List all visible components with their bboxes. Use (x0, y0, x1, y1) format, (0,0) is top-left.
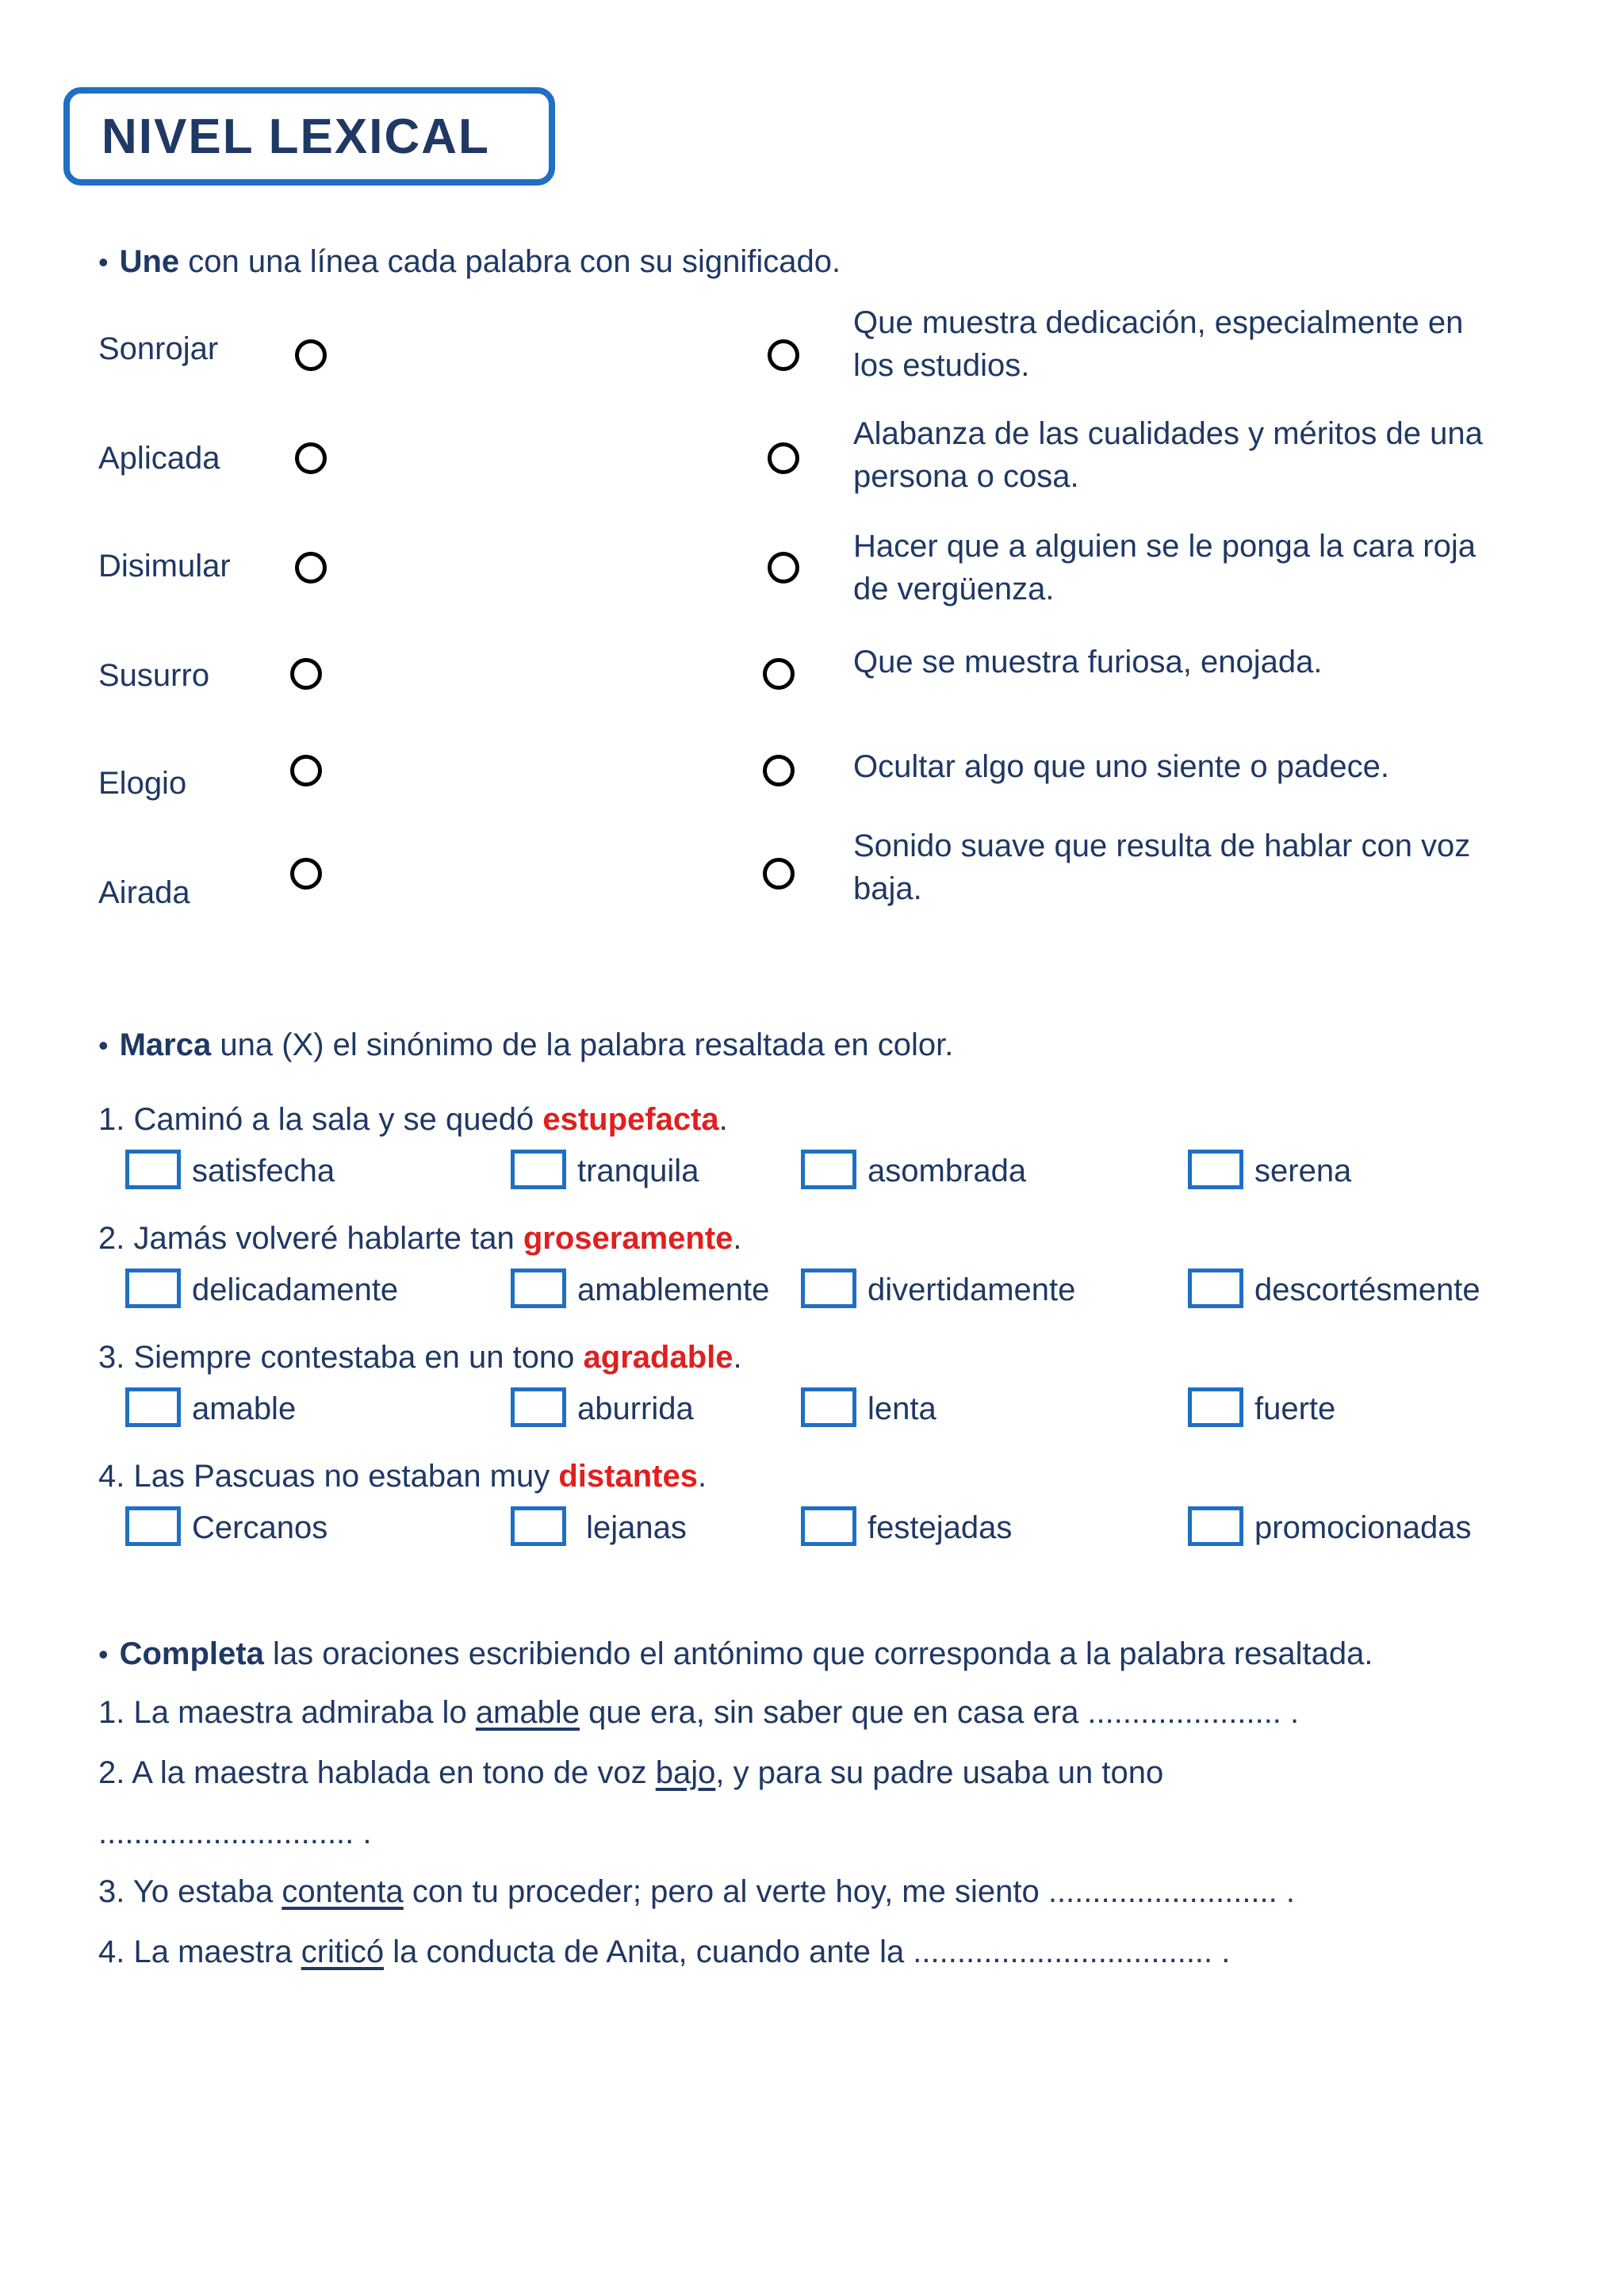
definition: Hacer que a alguien se le ponga la cara roja de vergüenza. (853, 529, 1476, 607)
bullet: • (98, 246, 109, 278)
option[interactable] (511, 1506, 687, 1546)
checkbox[interactable] (801, 1506, 856, 1546)
definition: Que muestra dedicación, especialmente en los estudios. (853, 305, 1464, 383)
option[interactable] (125, 1387, 296, 1427)
option[interactable] (125, 1506, 327, 1546)
sentence-text: 3. Yo estaba (98, 1874, 282, 1909)
sentence-text: 3. Siempre contestaba en un tono (98, 1340, 584, 1375)
sentence-text: . (718, 1102, 728, 1137)
option-label: lejanas (577, 1510, 687, 1545)
right-match-circle[interactable] (768, 339, 799, 371)
option-label: aburrida (577, 1391, 694, 1426)
left-match-circle[interactable] (290, 858, 322, 890)
instruction-keyword: Une (119, 244, 180, 279)
right-match-circle[interactable] (763, 755, 795, 786)
option-label: fuerte (1254, 1391, 1336, 1426)
sentence-text: ............................. . (98, 1816, 372, 1850)
option[interactable] (801, 1387, 936, 1427)
option[interactable] (1188, 1269, 1480, 1308)
definition: Ocultar algo que uno siente o padece. (853, 749, 1390, 784)
underlined-word: bajo (655, 1755, 716, 1790)
sentence-text: la conducta de Anita, cuando ante la .................................. . (384, 1934, 1231, 1969)
instruction-keyword: Completa (119, 1636, 264, 1671)
definition: Alabanza de las cualidades y méritos de una persona o cosa. (853, 416, 1483, 494)
match-word: Aplicada (98, 441, 220, 476)
right-match-circle[interactable] (763, 658, 795, 690)
checkbox[interactable] (1188, 1269, 1243, 1308)
option[interactable] (1188, 1387, 1335, 1427)
antonym-sentence[interactable] (98, 1874, 1295, 1910)
option-label: Cercanos (192, 1510, 328, 1545)
checkbox[interactable] (1188, 1387, 1243, 1427)
option[interactable] (511, 1150, 699, 1189)
highlighted-word: distantes (558, 1459, 698, 1494)
option-label: lenta (868, 1391, 936, 1426)
sentence-text: 1. La maestra admiraba lo (98, 1695, 476, 1730)
sentence-text: 4. La maestra (98, 1934, 301, 1969)
antonym-sentence[interactable] (98, 1755, 1163, 1791)
left-match-circle[interactable] (290, 658, 322, 690)
instruction-text: las oraciones escribiendo el antónimo que corresponda a la palabra resaltada. (263, 1636, 1373, 1671)
instruction-complete (98, 1636, 1373, 1672)
synonym-question (98, 1221, 742, 1257)
checkbox[interactable] (511, 1387, 566, 1427)
definition: Sonido suave que resulta de hablar con voz baja. (853, 828, 1471, 906)
underlined-word: amable (475, 1695, 580, 1730)
checkbox[interactable] (801, 1387, 856, 1427)
instruction-text: una (X) el sinónimo de la palabra resaltada en color. (211, 1027, 954, 1062)
checkbox[interactable] (125, 1387, 181, 1427)
left-match-circle[interactable] (295, 339, 327, 371)
synonym-question (98, 1102, 728, 1138)
sentence-text: 2. A la maestra hablada en tono de voz (98, 1755, 656, 1790)
option-label: amable (192, 1391, 297, 1426)
instruction-mark (98, 1027, 953, 1063)
checkbox[interactable] (125, 1506, 181, 1546)
highlighted-word: agradable (583, 1340, 733, 1375)
sentence-text: , y para su padre usaba un tono (715, 1755, 1164, 1790)
synonym-question (98, 1459, 707, 1494)
option[interactable] (1188, 1150, 1351, 1189)
option[interactable] (801, 1506, 1012, 1546)
option[interactable] (801, 1269, 1075, 1308)
right-match-circle[interactable] (768, 442, 799, 474)
match-word: Elogio (98, 766, 187, 801)
checkbox[interactable] (125, 1269, 181, 1308)
checkbox[interactable] (801, 1269, 856, 1308)
option[interactable] (125, 1269, 398, 1308)
checkbox[interactable] (511, 1150, 566, 1189)
checkbox[interactable] (801, 1150, 856, 1189)
highlighted-word: estupefacta (542, 1102, 719, 1137)
antonym-sentence[interactable] (98, 1934, 1230, 1970)
title-box (63, 87, 555, 186)
bullet: • (98, 1638, 109, 1670)
option[interactable] (1188, 1506, 1472, 1546)
option[interactable] (511, 1387, 694, 1427)
synonym-question (98, 1340, 742, 1376)
option-label: amablemente (577, 1272, 770, 1307)
option-label: delicadamente (192, 1272, 399, 1307)
option-label: descortésmente (1254, 1272, 1480, 1307)
sentence-text: 4. Las Pascuas no estaban muy (98, 1459, 559, 1494)
sentence-text: . (733, 1221, 742, 1256)
sentence-text: . (733, 1340, 742, 1375)
sentence-text: 1. Caminó a la sala y se quedó (98, 1102, 543, 1137)
checkbox[interactable] (125, 1150, 181, 1189)
definition: Que se muestra furiosa, enojada. (853, 645, 1323, 679)
right-match-circle[interactable] (763, 858, 795, 890)
sentence-text: . (697, 1459, 707, 1494)
option-label: promocionadas (1254, 1510, 1472, 1545)
match-word: Sonrojar (98, 331, 219, 366)
underlined-word: criticó (301, 1934, 385, 1969)
option-label: satisfecha (192, 1154, 335, 1188)
option-label: serena (1254, 1154, 1352, 1188)
match-word: Susurro (98, 658, 210, 693)
checkbox[interactable] (1188, 1150, 1243, 1189)
bullet: • (98, 1029, 109, 1062)
page-title: NIVEL LEXICAL (102, 109, 490, 164)
match-word: Airada (98, 875, 190, 910)
option-label: asombrada (868, 1154, 1027, 1188)
instruction-keyword: Marca (119, 1027, 212, 1062)
right-match-circle[interactable] (768, 552, 799, 584)
answer-blank-line[interactable] (98, 1816, 372, 1851)
underlined-word: contenta (282, 1874, 404, 1909)
highlighted-word: groseramente (523, 1221, 733, 1256)
option[interactable] (511, 1269, 769, 1308)
match-word: Disimular (98, 549, 231, 584)
instruction-text: con una línea cada palabra con su significado. (179, 244, 841, 279)
checkbox[interactable] (511, 1506, 566, 1546)
option[interactable] (801, 1150, 1026, 1189)
left-match-circle[interactable] (290, 755, 322, 786)
option-label: tranquila (577, 1154, 699, 1188)
option[interactable] (125, 1150, 335, 1189)
option-label: divertidamente (868, 1272, 1076, 1307)
checkbox[interactable] (1188, 1506, 1243, 1546)
option-label: festejadas (868, 1510, 1013, 1545)
antonym-sentence[interactable] (98, 1695, 1299, 1731)
left-match-circle[interactable] (295, 552, 327, 584)
left-match-circle[interactable] (295, 442, 327, 474)
sentence-text: que era, sin saber que en casa era ...................... . (580, 1695, 1300, 1730)
instruction-match (98, 244, 841, 280)
sentence-text: 2. Jamás volveré hablarte tan (98, 1221, 523, 1256)
checkbox[interactable] (511, 1269, 566, 1308)
sentence-text: con tu proceder; pero al verte hoy, me siento .......................... . (403, 1874, 1295, 1909)
